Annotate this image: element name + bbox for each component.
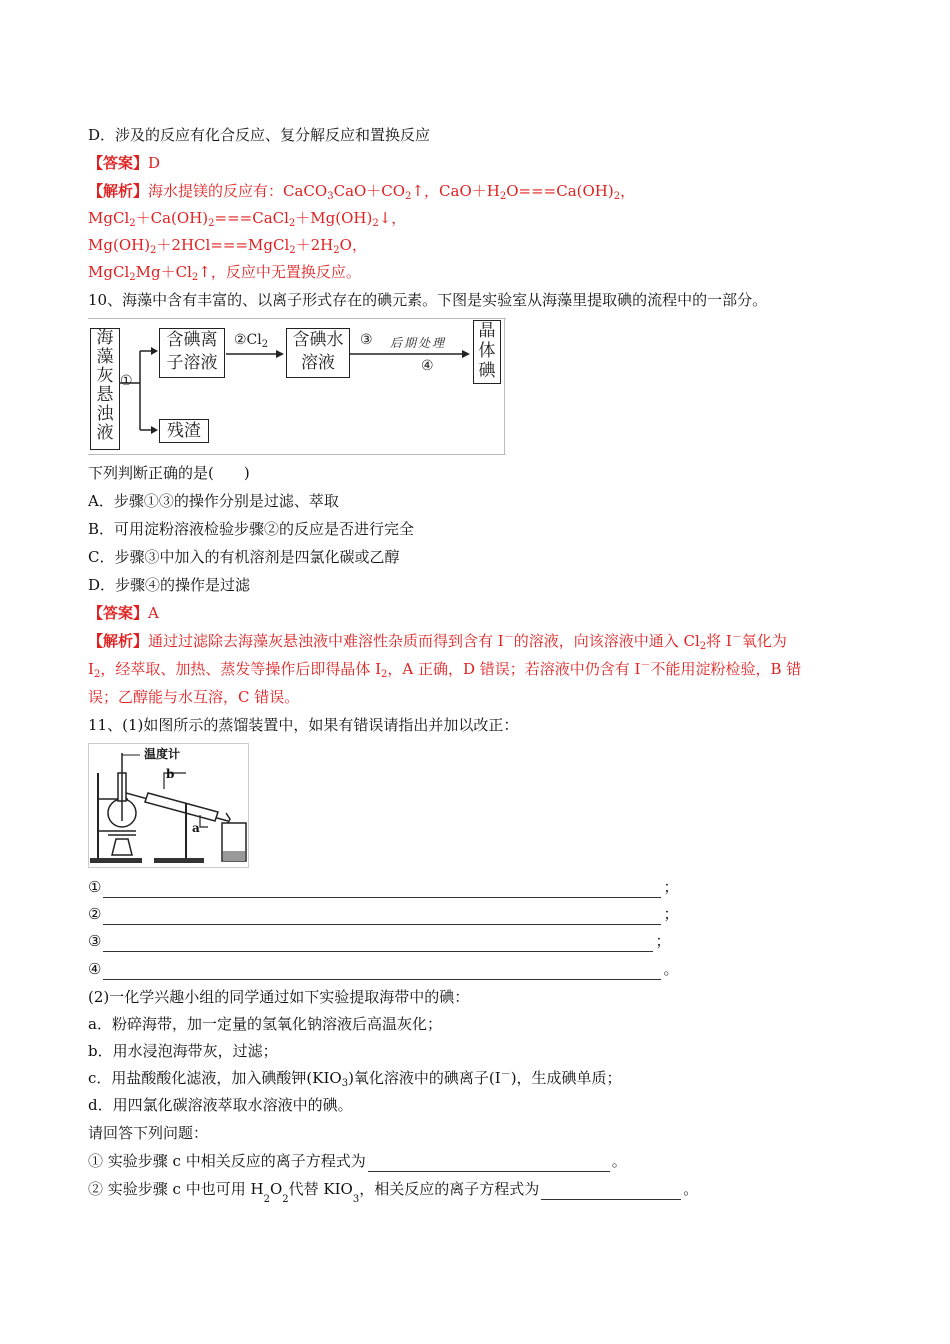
analysis-tag: 【解析】 bbox=[88, 182, 149, 200]
sup: － bbox=[503, 632, 514, 643]
right-stand-base bbox=[154, 858, 204, 863]
text: ↑，CaO＋H bbox=[411, 182, 500, 200]
answer-blank-3 bbox=[88, 930, 670, 952]
answer-blank-4 bbox=[88, 958, 678, 980]
sup: － bbox=[731, 632, 742, 643]
q11-stem: 11、(1)如图所示的蒸馏装置中，如果有错误请指出并加以改正： bbox=[88, 716, 519, 734]
text: CaO＋CO bbox=[333, 182, 406, 200]
q10-option-b: B．可用淀粉溶液检验步骤②的反应是否进行完全 bbox=[88, 520, 415, 538]
q9-option-d: D．涉及的反应有化合反应、复分解反应和置换反应 bbox=[88, 126, 431, 144]
text: 氧化为 bbox=[741, 632, 787, 650]
box-seaweed-ash-suspension bbox=[90, 328, 120, 450]
text: 的溶液，向该溶液中通入 Cl bbox=[513, 632, 700, 650]
q10-stem: 10、海藻中含有丰富的、以离子形式存在的碘元素。下图是实验室从海藻里提取碘的流程中的一部分。 bbox=[88, 291, 768, 309]
answer-tag: 【答案】 bbox=[88, 154, 149, 172]
char: 晶 bbox=[478, 321, 496, 341]
ask2-blank[interactable] bbox=[541, 1185, 681, 1200]
q9-analysis-line-3 bbox=[88, 234, 367, 256]
ask-end: 。 bbox=[683, 1180, 699, 1198]
answer-blank-2 bbox=[88, 903, 678, 925]
blank-number: ④ bbox=[88, 960, 102, 978]
char: 液 bbox=[96, 423, 114, 443]
blank-underline[interactable] bbox=[103, 937, 653, 952]
iodine-extraction-flowchart bbox=[88, 318, 506, 455]
text: Mg＋Cl bbox=[135, 263, 192, 281]
distillation-apparatus-figure bbox=[88, 743, 250, 868]
q10-option-a: A．步骤①③的操作分别是过滤、萃取 bbox=[88, 492, 339, 510]
label-b: b bbox=[166, 767, 175, 781]
sub: 3 bbox=[341, 1078, 349, 1089]
step4-label: ④ bbox=[421, 358, 434, 374]
adapter-tip bbox=[226, 813, 230, 823]
ask-text: ① 实验步骤 c 中相关反应的离子方程式为 bbox=[88, 1152, 366, 1170]
sub: 2 bbox=[191, 272, 199, 283]
q9-analysis-line-1 bbox=[88, 180, 635, 202]
text: I bbox=[88, 660, 94, 678]
answer-value: A bbox=[148, 604, 159, 622]
blank-underline[interactable] bbox=[103, 883, 661, 898]
alcohol-lamp bbox=[112, 839, 132, 855]
q11-ask-2: ② 实验步骤 c 中也可用 H 2 O 2 代替 KIO 3 ，相关反应的离子方程式为 。 bbox=[88, 1180, 699, 1205]
q10-option-d: D．步骤④的操作是过滤 bbox=[88, 576, 251, 594]
text: 不能用淀粉检验，B 错 bbox=[650, 660, 802, 678]
blank-end: 。 bbox=[663, 960, 679, 978]
q11-part2: (2)一化学兴趣小组的同学通过如下实验提取海带中的碘： bbox=[88, 988, 470, 1006]
q11-ask: 请回答下列问题： bbox=[88, 1124, 209, 1142]
sub: 2 bbox=[289, 245, 296, 256]
char: 碘 bbox=[478, 361, 496, 381]
text: ＋2HCl===MgCl bbox=[156, 236, 290, 254]
q10-option-c: C．步骤③中加入的有机溶剂是四氯化碳或乙醇 bbox=[88, 548, 400, 566]
q9-analysis-line-2 bbox=[88, 207, 406, 229]
label-a: a bbox=[192, 821, 200, 835]
arrowhead-step2 bbox=[276, 350, 284, 358]
box-residue: 残渣 bbox=[159, 419, 209, 443]
sub: 2 bbox=[93, 669, 101, 680]
sub: 2 bbox=[699, 641, 707, 652]
text: ②Cl bbox=[234, 332, 262, 348]
sub: 2 bbox=[333, 245, 340, 256]
answer-blank-1 bbox=[88, 876, 678, 898]
left-stand-base bbox=[90, 858, 142, 863]
q11-step-b: b．用水浸泡海带灰，过滤； bbox=[88, 1042, 278, 1060]
char: 悬 bbox=[96, 385, 114, 405]
text: )氧化溶液中的碘离子(I bbox=[348, 1069, 501, 1087]
q10-analysis-line-2 bbox=[88, 658, 801, 680]
arrowhead-residue bbox=[151, 426, 158, 434]
blank-underline[interactable] bbox=[103, 910, 661, 925]
text: O bbox=[269, 1180, 283, 1198]
blank-end: ； bbox=[663, 905, 679, 923]
sub: 3 bbox=[327, 191, 334, 202]
text: Mg(OH) bbox=[88, 236, 151, 254]
step2-label bbox=[234, 332, 268, 348]
sub: 2 bbox=[150, 245, 157, 256]
post-treatment-label: 后期处理 bbox=[390, 336, 447, 350]
text: MgCl bbox=[88, 209, 130, 227]
sup: － bbox=[640, 660, 651, 671]
box-line: 溶液 bbox=[301, 353, 335, 373]
ask-end: 。 bbox=[611, 1152, 627, 1170]
q10-answer bbox=[88, 602, 159, 624]
q10-question: 下列判断正确的是( ) bbox=[88, 464, 250, 482]
blank-number: ③ bbox=[88, 932, 102, 950]
blank-number: ② bbox=[88, 905, 102, 923]
answer-tag: 【答案】 bbox=[88, 604, 149, 622]
text: ＋Ca(OH) bbox=[135, 209, 209, 227]
char: 浊 bbox=[96, 404, 114, 424]
blank-number: ① bbox=[88, 878, 102, 896]
text: MgCl bbox=[88, 263, 130, 281]
beaker-liquid bbox=[223, 851, 245, 861]
sub: 2 bbox=[372, 218, 379, 229]
q9-answer bbox=[88, 152, 160, 174]
box-iodine-crystal bbox=[473, 320, 501, 384]
blank-end: ； bbox=[663, 878, 679, 896]
sub: 2 bbox=[288, 218, 296, 229]
text: 将 I bbox=[706, 632, 732, 650]
blank-underline[interactable] bbox=[103, 965, 661, 980]
text: O===Ca(OH) bbox=[506, 182, 614, 200]
sub: 2 bbox=[129, 218, 136, 229]
char: 灰 bbox=[96, 366, 114, 386]
q11-step-d: d．用四氯化碳溶液萃取水溶液中的碘。 bbox=[88, 1096, 353, 1114]
answer-value: D bbox=[148, 154, 161, 172]
condenser-jacket bbox=[145, 793, 218, 821]
q11-step-c bbox=[88, 1067, 622, 1089]
box-line: 含碘水 bbox=[292, 330, 344, 350]
char: 藻 bbox=[96, 347, 114, 367]
q11-step-a: a．粉碎海带，加一定量的氢氧化钠溶液后高温灰化； bbox=[88, 1015, 442, 1033]
q10-analysis-line-3: 误；乙醇能与水互溶，C 错误。 bbox=[88, 688, 300, 706]
sub: 2 bbox=[405, 191, 412, 202]
step1-label: ① bbox=[120, 373, 133, 389]
arrowhead-step3-4 bbox=[462, 350, 470, 358]
text: O， bbox=[339, 236, 367, 254]
char: 体 bbox=[478, 341, 496, 361]
analysis-tag: 【解析】 bbox=[88, 632, 149, 650]
text: ＋2H bbox=[295, 236, 334, 254]
box-iodide-solution bbox=[159, 328, 225, 378]
char: 海 bbox=[96, 328, 114, 348]
sub: 2 bbox=[381, 669, 388, 680]
text: ， bbox=[620, 182, 636, 200]
q11-ask-1 bbox=[88, 1150, 627, 1172]
text: ，A 正确，D 错误；若溶液中仍含有 I bbox=[387, 660, 641, 678]
ask1-blank[interactable] bbox=[368, 1157, 610, 1172]
text: ，经萃取、加热、蒸发等操作后即得晶体 I bbox=[100, 660, 382, 678]
sub: 2 bbox=[613, 191, 621, 202]
text: 通过过滤除去海藻灰悬浊液中难溶性杂质而得到含有 I bbox=[148, 632, 504, 650]
q10-analysis-line-1 bbox=[88, 630, 787, 652]
box-line: 子溶液 bbox=[166, 353, 218, 373]
text: ② 实验步骤 c 中也可用 H bbox=[88, 1180, 264, 1198]
text: 代替 KIO bbox=[288, 1180, 353, 1198]
text: ，相关反应的离子方程式为 bbox=[359, 1180, 540, 1198]
sub: 2 bbox=[129, 272, 136, 283]
text: ↑，反应中无置换反应。 bbox=[198, 263, 361, 281]
text: )，生成碘单质； bbox=[510, 1069, 622, 1087]
q9-analysis-line-4 bbox=[88, 261, 361, 283]
thermometer-label: 温度计 bbox=[144, 747, 181, 761]
sub: 2 bbox=[208, 218, 215, 229]
text: c．用盐酸酸化滤液，加入碘酸钾(KIO bbox=[88, 1069, 342, 1087]
sub: 2 bbox=[261, 339, 269, 350]
text: ===CaCl bbox=[214, 209, 289, 227]
sup: － bbox=[500, 1069, 511, 1080]
box-iodine-water bbox=[286, 328, 350, 378]
arrowhead-ion bbox=[151, 347, 158, 355]
step3-label: ③ bbox=[360, 332, 373, 348]
text: ↓， bbox=[378, 209, 407, 227]
box-line: 含碘离 bbox=[166, 330, 218, 350]
text: ＋Mg(OH) bbox=[295, 209, 373, 227]
blank-end: ； bbox=[655, 932, 671, 950]
text: 海水提镁的反应有：CaCO bbox=[148, 182, 328, 200]
sub: 2 bbox=[499, 191, 507, 202]
